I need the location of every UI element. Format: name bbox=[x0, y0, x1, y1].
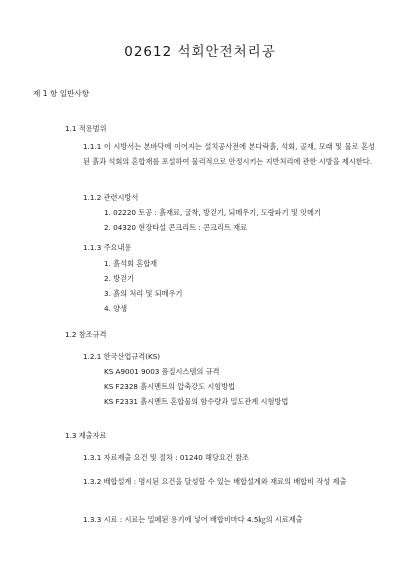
list-item: 3. 흙의 처리 및 되메우기 bbox=[104, 289, 183, 298]
clause-number: 1.1.1 bbox=[83, 142, 102, 151]
clause-1-3-2 bbox=[83, 474, 375, 489]
related-specs-list bbox=[104, 205, 321, 235]
list-item: KS F2328 흙시멘트의 압축강도 시험방법 bbox=[104, 382, 236, 391]
subsection-heading-1-1: 1.1 적용범위 bbox=[65, 124, 107, 133]
list-item: 4. 양생 bbox=[104, 304, 128, 313]
clause-number: 1.3.2 bbox=[83, 477, 102, 486]
clause-heading-1-2-1: 1.2.1 한국산업규격(KS) bbox=[83, 352, 161, 361]
section-heading-1: 제 1 항 일반사항 bbox=[33, 89, 90, 98]
list-item: 2. 방걷기 bbox=[104, 274, 134, 283]
clause-1-3-1: 1.3.1 자료제출 요건 및 절차 : 01240 해당요건 참조 bbox=[83, 453, 250, 462]
clause-1-1-1 bbox=[83, 139, 375, 169]
list-item: 2. 04320 현장타설 콘크리트 : 콘크리트 재료 bbox=[104, 223, 248, 232]
page-title: 02612 석회안전처리공 bbox=[124, 44, 276, 60]
clause-text: 이 시방서는 본바닥에 이어지는 설치공사전에 본다락흙, 석회, 골재, 모래 및 물로 혼성된 흙과 석회의 혼합재를 포설하여 물리적으로 안정시키는 지반처리에 관한 시방을 제시한다. bbox=[83, 142, 375, 166]
ks-standards-list bbox=[104, 364, 288, 409]
clause-text: 배합설계 : 명시된 요건을 달성할 수 있는 배합설계와 재료의 배합비 작성 제출 bbox=[103, 477, 347, 486]
clause-heading-1-1-2: 1.1.2 관련시방서 bbox=[83, 193, 139, 202]
list-item: KS F2331 흙시멘트 혼합물의 함수량과 밀도관계 시험방법 bbox=[104, 397, 289, 406]
list-item: KS A9001 9003 품질시스템의 규격 bbox=[104, 367, 220, 376]
subsection-heading-1-2: 1.2 참조규격 bbox=[65, 330, 107, 339]
subsection-heading-1-3: 1.3 제출자료 bbox=[65, 431, 107, 440]
list-item: 1. 흙석회 혼합재 bbox=[104, 259, 158, 268]
clause-heading-1-1-3: 1.1.3 주요내용 bbox=[83, 243, 132, 252]
list-item: 1. 02220 토공 : 흙재료, 굴착, 방걷기, 되메우기, 도랑파기 및 잇메기 bbox=[104, 208, 321, 217]
main-contents-list bbox=[104, 256, 183, 316]
clause-1-3-3: 1.3.3 시료 : 시료는 밀폐된 용기에 넣어 배합비마다 4.5㎏의 시료제출 bbox=[83, 515, 303, 524]
